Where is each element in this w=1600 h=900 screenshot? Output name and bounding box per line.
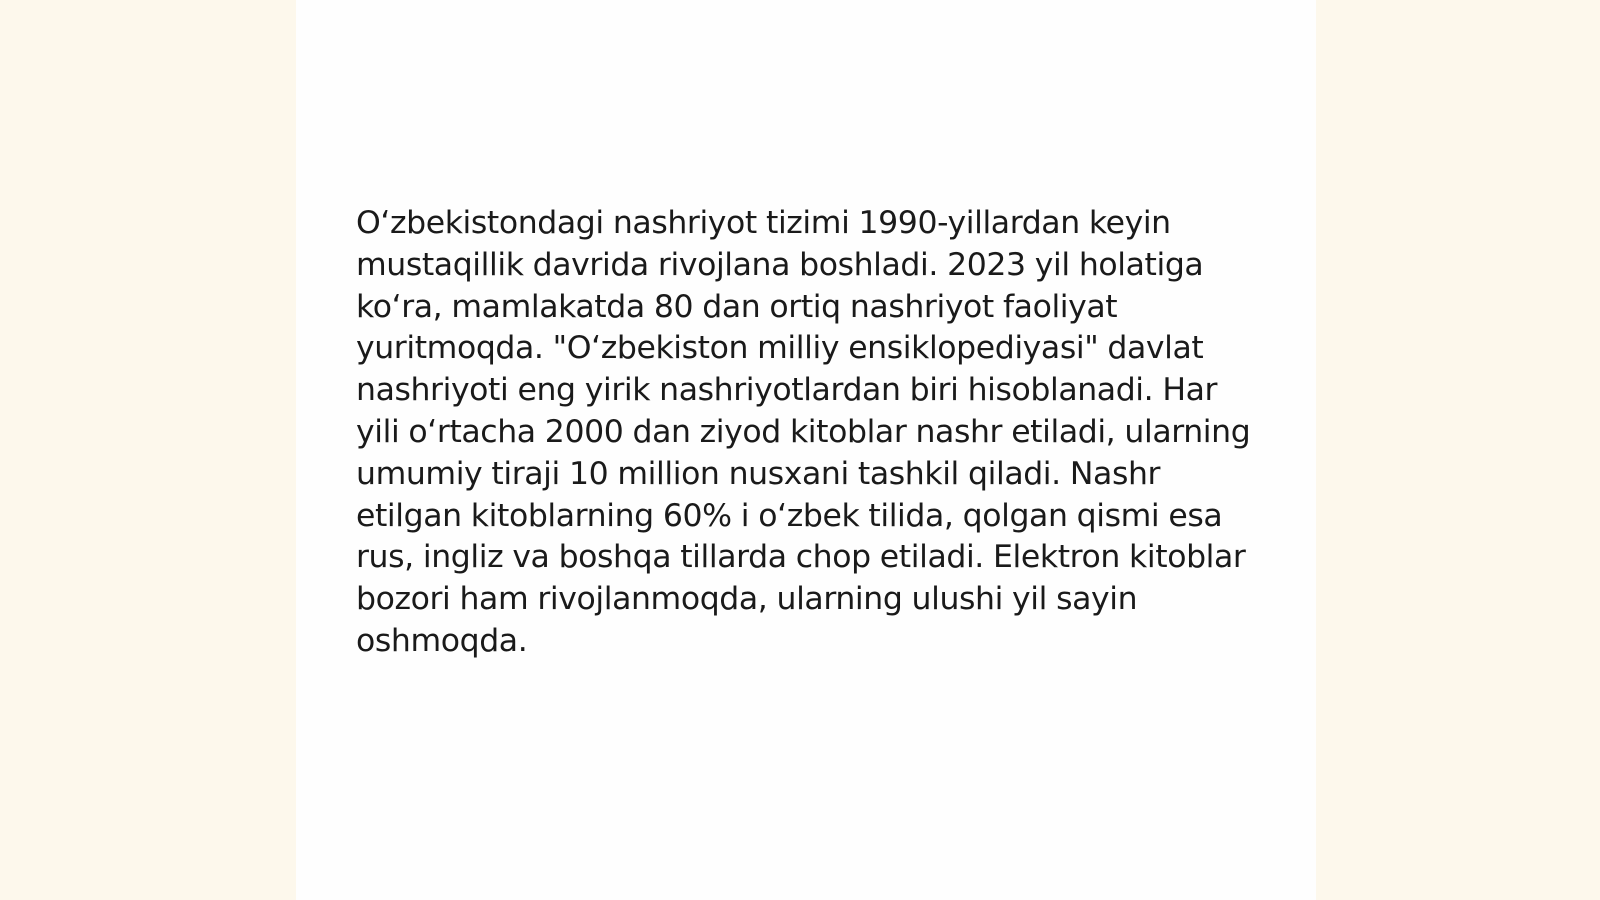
document-page <box>296 0 1316 900</box>
body-paragraph: O‘zbekistondagi nashriyot tizimi 1990-yillardan keyin mustaqillik davrida rivojlana boshladi. 2023 yil holatiga ko‘ra, mamlakatda 80 dan ortiq nashriyot faoliyat yuritmoqda. "O‘zbekiston milliy ensiklopediyasi" davlat nashriyoti eng yirik nashriyotlardan biri hisoblanadi. Har yili o‘rtacha 2000 dan ziyod kitoblar nashr etiladi, ularning umumiy tiraji 10 million nusxani tashkil qiladi. Nashr etilgan kitoblarning 60% i o‘zbek tilida, qolgan qismi esa rus, ingliz va boshqa tillarda chop etiladi. Elektron kitoblar bozori ham rivojlanmoqda, ularning ulushi yil sayin oshmoqda. <box>356 205 1251 659</box>
